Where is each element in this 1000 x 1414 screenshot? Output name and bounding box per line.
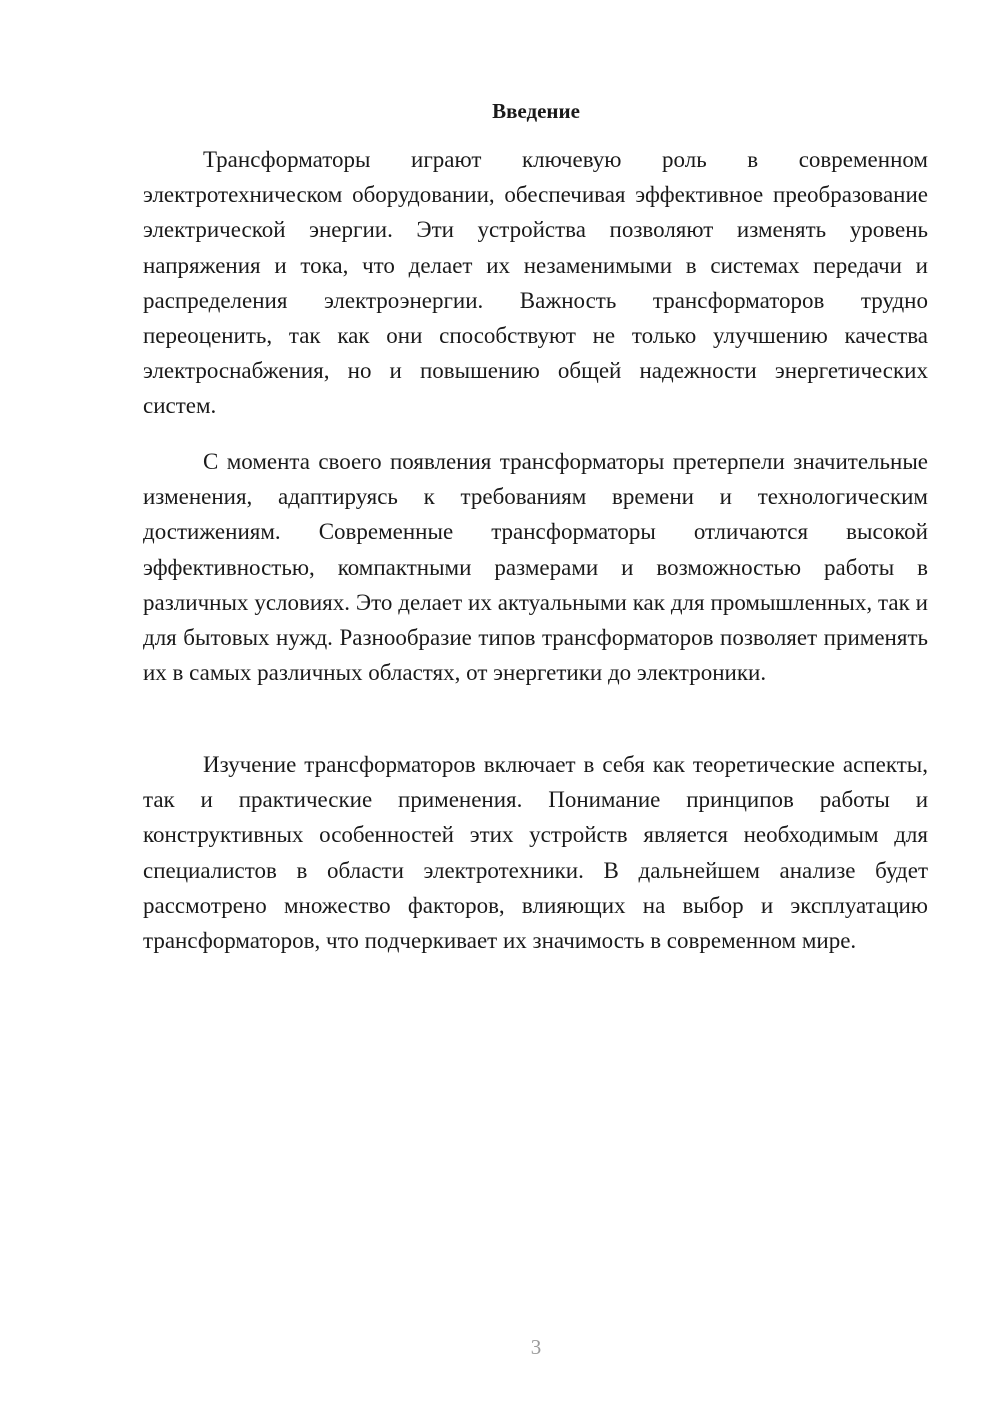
page-number: 3 <box>530 1335 542 1359</box>
paragraph-2: С момента своего появления трансформаторы претерпели значительные изменения, адаптируясь к требованиям времени и технологическим достижениям. Современные трансформаторы отличаются высокой эффективностью, компактными размерами и возможностью работы в различных условиях. Это делает их актуальными как для промышленных, так и для бытовых нужд. Разнообразие типов трансформаторов позволяет применять их в самых различных областях, от энергетики до электроники. <box>143 449 928 686</box>
paragraph-1: Трансформаторы играют ключевую роль в современном электротехническом оборудовании, обеспечивая эффективное преобразование электрической энергии. Эти устройства позволяют изменять уровень напряжения и тока, что делает их незаменимыми в системах передачи и распределения электроэнергии. Важность трансформаторов трудно переоценить, так как они способствуют не только улучшению качества электроснабжения, но и повышению общей надежности энергетических систем. <box>143 147 928 419</box>
paragraph-block <box>143 747 928 958</box>
paragraph-block <box>143 142 928 424</box>
paragraph-block <box>143 444 928 690</box>
section-heading: Введение <box>492 99 580 123</box>
paragraph-3: Изучение трансформаторов включает в себя как теоретические аспекты, так и практические применения. Понимание принципов работы и конструктивных особенностей этих устройств является необходимым для специалистов в области электротехники. В дальнейшем анализе будет рассмотрено множество факторов, влияющих на выбор и эксплуатацию трансформаторов, что подчеркивает их значимость в современном мире. <box>143 752 928 954</box>
